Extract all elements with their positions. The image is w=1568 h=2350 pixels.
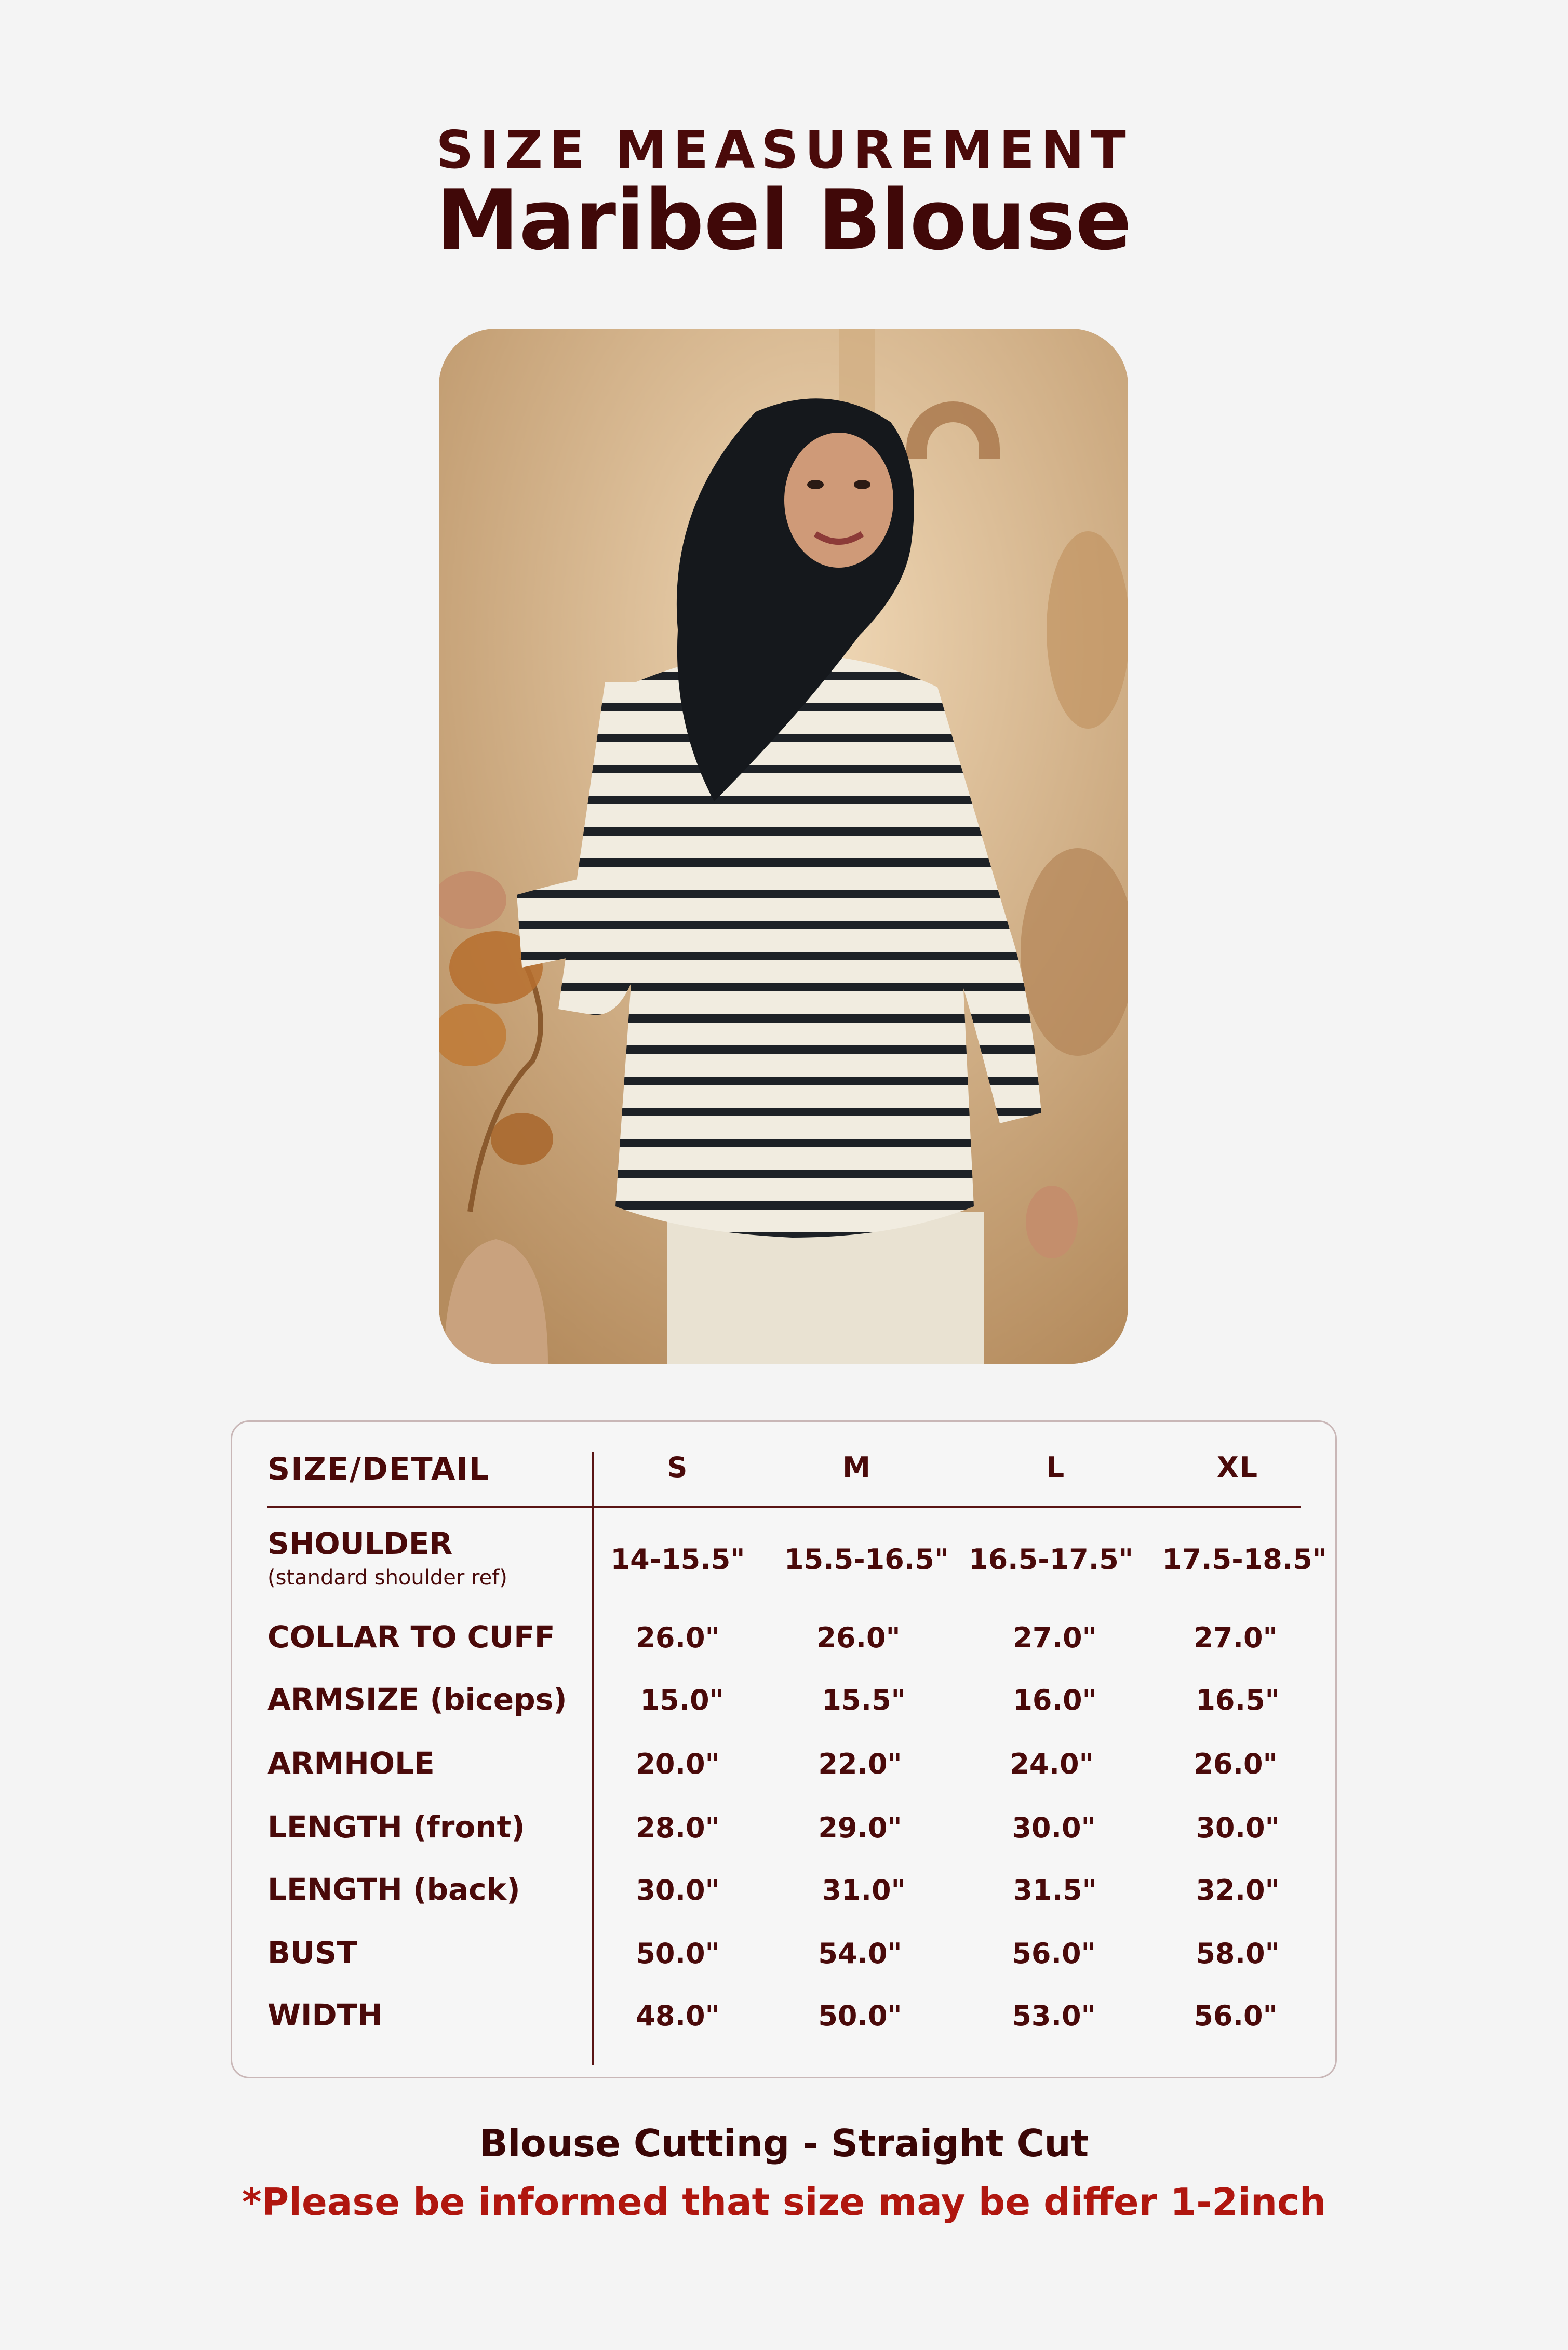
- row-label-collar-to-cuff: COLLAR TO CUFF: [267, 1619, 555, 1655]
- cell-shoulder-s: 14-15.5": [610, 1543, 745, 1576]
- cell-width-l: 53.0": [1012, 1999, 1096, 2032]
- cell-armhole-s: 20.0": [636, 1748, 720, 1780]
- cell-length-front-s: 28.0": [636, 1811, 720, 1844]
- row-label-armsize: ARMSIZE (biceps): [267, 1682, 567, 1717]
- cell-collar-s: 26.0": [636, 1621, 720, 1654]
- cell-width-xl: 56.0": [1194, 1999, 1278, 2032]
- header-divider: [267, 1506, 1301, 1508]
- col-header-m: M: [842, 1451, 872, 1484]
- cell-bust-s: 50.0": [636, 1937, 720, 1970]
- product-title: Maribel Blouse: [436, 171, 1132, 268]
- cell-bust-xl: 58.0": [1196, 1937, 1280, 1970]
- cutting-info: Blouse Cutting - Straight Cut: [479, 2121, 1089, 2165]
- col-header-s: S: [667, 1451, 689, 1484]
- cell-length-back-l: 31.5": [1013, 1874, 1097, 1906]
- cell-shoulder-m: 15.5-16.5": [784, 1543, 949, 1576]
- cell-armsize-l: 16.0": [1013, 1684, 1097, 1716]
- cell-bust-m: 54.0": [818, 1937, 902, 1970]
- cell-shoulder-l: 16.5-17.5": [969, 1543, 1134, 1576]
- row-sublabel-shoulder: (standard shoulder ref): [267, 1566, 507, 1590]
- column-divider: [592, 1452, 594, 2065]
- cell-armhole-l: 24.0": [1010, 1748, 1094, 1780]
- size-disclaimer: *Please be informed that size may be differ 1-2inch: [242, 2180, 1326, 2224]
- cell-armsize-xl: 16.5": [1196, 1684, 1280, 1716]
- cell-length-back-m: 31.0": [822, 1874, 906, 1906]
- col-header-xl: XL: [1216, 1451, 1259, 1484]
- row-label-bust: BUST: [267, 1935, 357, 1970]
- row-label-armhole: ARMHOLE: [267, 1745, 435, 1781]
- cell-armhole-m: 22.0": [818, 1748, 902, 1780]
- cell-length-front-xl: 30.0": [1196, 1811, 1280, 1844]
- row-label-length-back: LENGTH (back): [267, 1872, 520, 1907]
- row-label-length-front: LENGTH (front): [267, 1809, 525, 1845]
- cell-collar-xl: 27.0": [1194, 1621, 1278, 1654]
- cell-length-front-l: 30.0": [1012, 1811, 1096, 1844]
- cell-collar-m: 26.0": [816, 1621, 901, 1654]
- cell-collar-l: 27.0": [1013, 1621, 1097, 1654]
- cell-length-front-m: 29.0": [818, 1811, 902, 1844]
- col-header-size-detail: SIZE/DETAIL: [267, 1451, 490, 1487]
- cell-armsize-m: 15.5": [822, 1684, 906, 1716]
- size-measurement-kicker: SIZE MEASUREMENT: [436, 119, 1132, 180]
- col-header-l: L: [1046, 1451, 1066, 1484]
- cell-armhole-xl: 26.0": [1194, 1748, 1278, 1780]
- cell-shoulder-xl: 17.5-18.5": [1162, 1543, 1328, 1576]
- row-label-shoulder: SHOULDER: [267, 1526, 453, 1561]
- cell-length-back-s: 30.0": [636, 1874, 720, 1906]
- cell-width-s: 48.0": [636, 1999, 720, 2032]
- size-table: [231, 1420, 1337, 2078]
- cell-length-back-xl: 32.0": [1196, 1874, 1280, 1906]
- cell-bust-l: 56.0": [1012, 1937, 1096, 1970]
- row-label-width: WIDTH: [267, 1997, 383, 2033]
- cell-armsize-s: 15.0": [640, 1684, 724, 1716]
- model-photo: [439, 329, 1128, 1364]
- cell-width-m: 50.0": [818, 1999, 902, 2032]
